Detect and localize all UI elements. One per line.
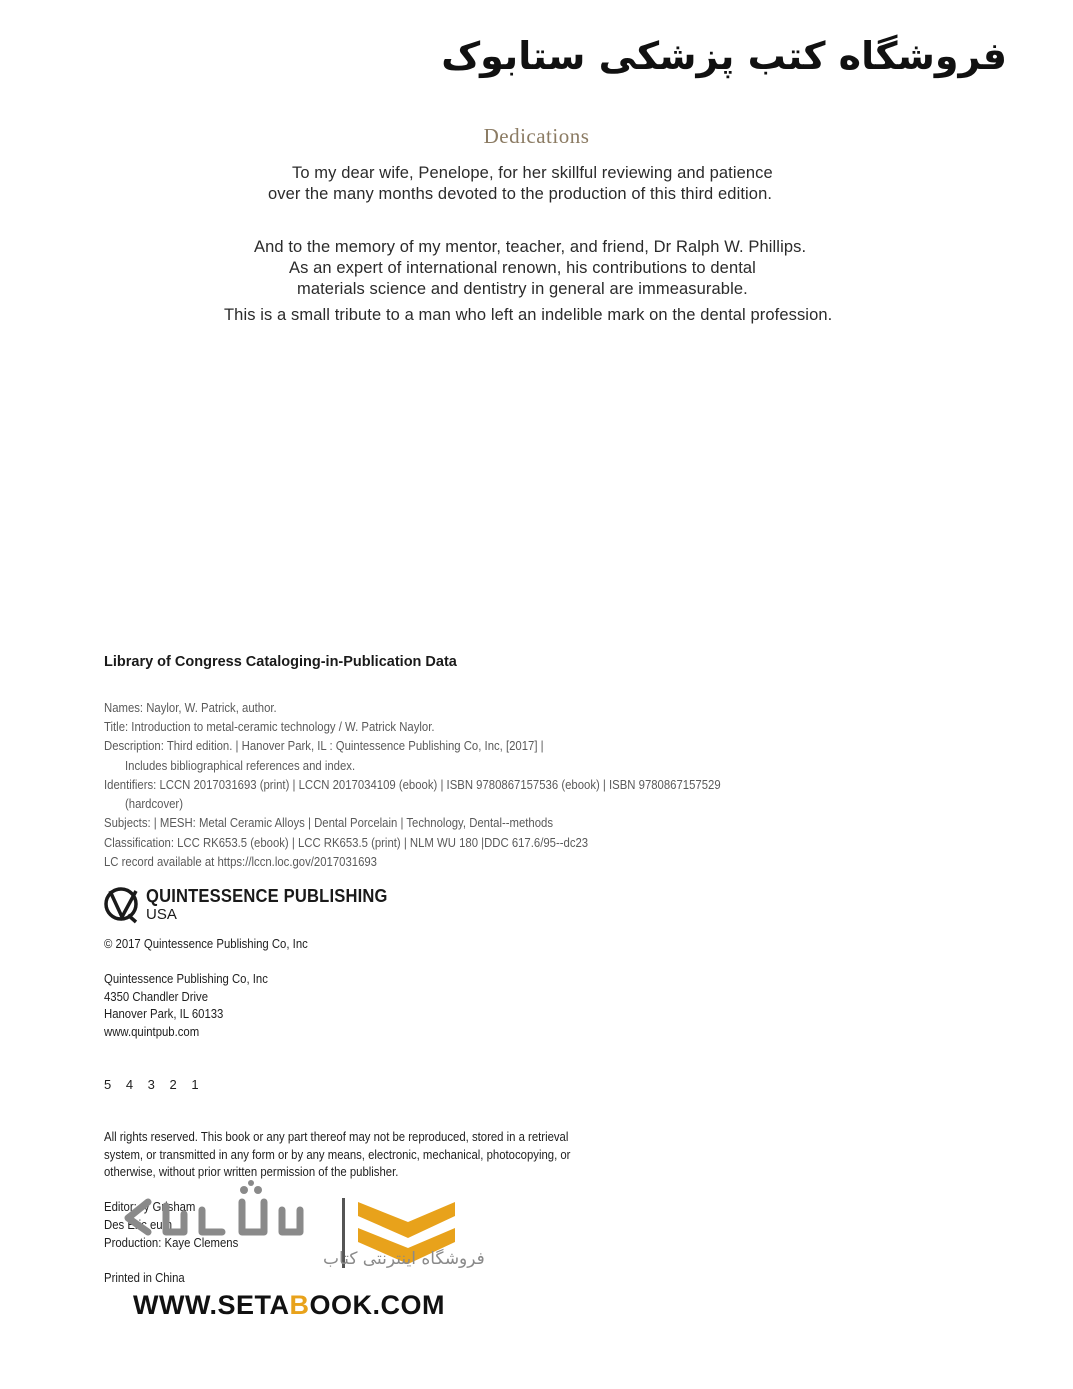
cip-line: (hardcover) (125, 796, 183, 811)
address-line: Quintessence Publishing Co, Inc (104, 971, 268, 986)
cip-line: Names: Naylor, W. Patrick, author. (104, 700, 277, 715)
copyright: © 2017 Quintessence Publishing Co, Inc (104, 936, 308, 951)
dedications-title: Dedications (483, 124, 590, 148)
credit-line: Des Eric eum (104, 1217, 173, 1232)
setabook-persian-tagline: فروشگاه اینترنتی کتاب (323, 1249, 485, 1269)
cip-line: Subjects: | MESH: Metal Ceramic Alloys | Dental Porcelain | Technology, Dental--methods (104, 815, 554, 830)
cip-title: Library of Congress Cataloging-in-Publication Data (104, 654, 457, 670)
printed-in: Printed in China (104, 1270, 185, 1285)
cip-line: Title: Introduction to metal-ceramic technology / W. Patrick Naylor. (104, 719, 435, 734)
cip-line: Includes bibliographical references and index. (125, 758, 356, 773)
rights-line: All rights reserved. This book or any part thereof may not be reproduced, stored in a retrieval (104, 1129, 569, 1144)
dedication-line: This is a small tribute to a man who left an indelible mark on the dental profession. (224, 306, 833, 324)
rights-line: system, or transmitted in any form or by any means, electronic, mechanical, photocopying, or (104, 1147, 571, 1162)
dedication-line: materials science and dentistry in general are immeasurable. (297, 280, 748, 298)
credit-line: Editor: ry Grisham (104, 1199, 196, 1214)
rights-line: otherwise, without prior written permission of the publisher. (104, 1164, 399, 1179)
cip-line: Description: Third edition. | Hanover Park, IL : Quintessence Publishing Co, Inc, [2017] | (104, 738, 544, 753)
publisher-website: www.quintpub.com (104, 1024, 200, 1039)
dedication-line: And to the memory of my mentor, teacher, and friend, Dr Ralph W. Phillips. (254, 238, 807, 256)
watermark-header: فروشگاه کتب پزشکی ستابوک (441, 34, 1007, 78)
watermark-url-prefix: WWW.SETA (133, 1290, 290, 1320)
quintessence-logo-icon (104, 885, 140, 923)
credit-line: Production: Kaye Clemens (104, 1235, 239, 1250)
publisher-country: USA (146, 906, 177, 923)
cip-line: Classification: LCC RK653.5 (ebook) | LCC RK653.5 (print) | NLM WU 180 |DDC 617.6/95--dc23 (104, 835, 589, 850)
publisher-name: QUINTESSENCE PUBLISHING (146, 886, 388, 906)
watermark-url-suffix: OOK.COM (309, 1290, 445, 1320)
setabook-logo-icon (118, 1180, 485, 1276)
address-line: Hanover Park, IL 60133 (104, 1006, 224, 1021)
watermark-url (133, 1290, 445, 1321)
dedication-line: As an expert of international renown, his contributions to dental (289, 259, 756, 277)
address-line: 4350 Chandler Drive (104, 989, 209, 1004)
watermark-url-accent: B (289, 1290, 310, 1320)
cip-line: Identifiers: LCCN 2017031693 (print) | LCCN 2017034109 (ebook) | ISBN 9780867157536 (ebook) | ISBN 9780867157529 (104, 777, 721, 792)
dedication-line: To my dear wife, Penelope, for her skillful reviewing and patience (292, 164, 773, 182)
print-numbers: 5 4 3 2 1 (104, 1077, 205, 1092)
dedication-line: over the many months devoted to the production of this third edition. (268, 185, 773, 203)
cip-line: LC record available at https://lccn.loc.gov/2017031693 (104, 854, 377, 869)
